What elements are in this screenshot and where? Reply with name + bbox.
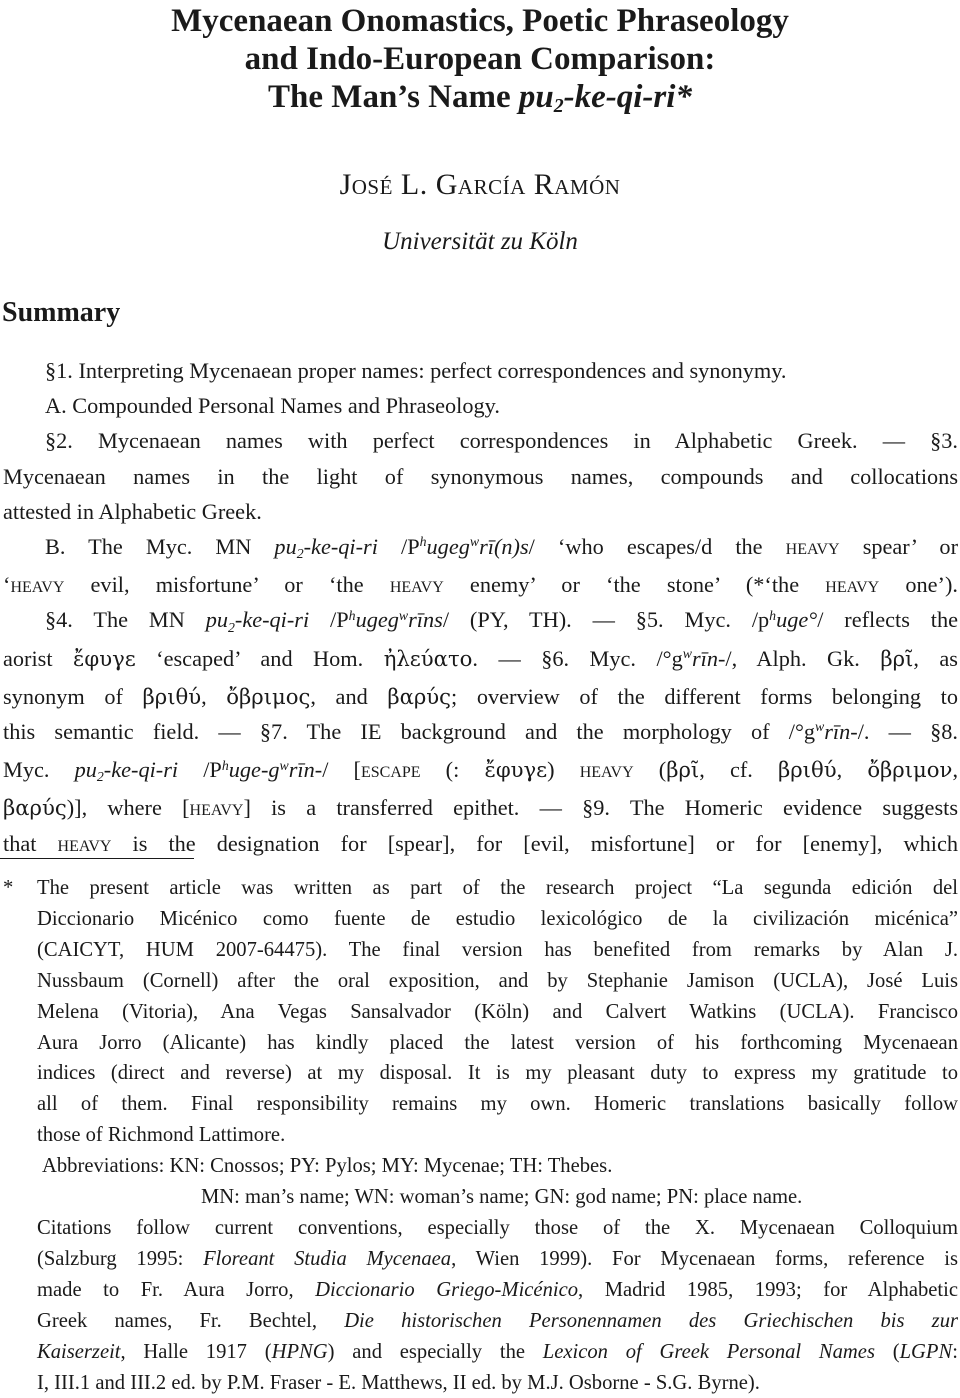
summary-line: Mycenaean names in the light of synonymous names, compounds and collocations bbox=[3, 459, 958, 494]
author-name: José L. García Ramón bbox=[0, 168, 960, 202]
footnote-divider bbox=[0, 858, 194, 859]
citations-line: Kaiserzeit, Halle 1917 (HPNG) and especially the Lexicon of Greek Personal Names (LGPN: bbox=[37, 1337, 958, 1368]
footnote-line: indices (direct and reverse) at my disposal. It is my pleasant duty to express my gratitude to bbox=[37, 1058, 958, 1089]
title-line-2: and Indo-European Comparison: bbox=[0, 40, 960, 78]
citations-line: I, III.1 and III.2 ed. by P.M. Fraser - E. Matthews, II ed. by M.J. Osborne - S.G. Byrne). bbox=[37, 1368, 958, 1398]
summary-line: A. Compounded Personal Names and Phraseology. bbox=[3, 388, 958, 423]
author-affiliation: Universität zu Köln bbox=[0, 228, 960, 256]
summary-heading: Summary bbox=[2, 297, 120, 329]
footnote-line: Melena (Vitoria), Ana Vegas Sansalvador (Köln) and Calvert Watkins (UCLA). Francisco bbox=[37, 997, 958, 1028]
abbreviations-line: Abbreviations: KN: Cnossos; PY: Pylos; MY: Mycenae; TH: Thebes. bbox=[37, 1151, 958, 1182]
summary-line: B. The Myc. MN pu2-ke-qi-ri $/P^hugeg^wrī(n)s/$ ‘who escapes/d the heavy spear’ or bbox=[3, 529, 958, 567]
summary-line: attested in Alphabetic Greek. bbox=[3, 494, 958, 529]
citations-line: Greek names, Fr. Bechtel, Die historischen Personennamen des Griechischen bis zur bbox=[37, 1306, 958, 1337]
footnote-line: Diccionario Micénico como fuente de estudio lexicológico de la civilización micénica” bbox=[37, 904, 958, 935]
citations-line: made to Fr. Aura Jorro, Diccionario Griego-Micénico, Madrid 1985, 1993; for Alphabetic bbox=[37, 1275, 958, 1306]
citations-line: Citations follow current conventions, especially those of the X. Mycenaean Colloquium bbox=[37, 1213, 958, 1244]
summary-line: Myc. pu2-ke-qi-ri $/P^huge-g^wrīn-/$ [escape (: ἔφυγε) heavy (βρῖ, cf. βριθύ, ὄβριμον, bbox=[3, 752, 958, 790]
title-line-1: Mycenaean Onomastics, Poetic Phraseology bbox=[0, 2, 960, 40]
summary-line: ‘heavy evil, misfortune’ or ‘the heavy enemy’ or ‘the stone’ (*‘the heavy one’). bbox=[3, 567, 958, 602]
summary-line: aorist ἔφυγε ‘escaped’ and Hom. ἠλεύατο. — §6. Myc. $/^\circ g^wrīn-/$, Alph. Gk. βρῖ, as bbox=[3, 641, 958, 679]
footnote-marker: * bbox=[3, 873, 13, 904]
summary-body bbox=[3, 353, 958, 861]
title-footnote-marker: * bbox=[675, 79, 692, 115]
summary-line: §1. Interpreting Mycenaean proper names: perfect correspondences and synonymy. bbox=[3, 353, 958, 388]
footnote-body bbox=[37, 873, 958, 1398]
footnote-line: those of Richmond Lattimore. bbox=[37, 1120, 958, 1151]
abbreviations-line: MN: man’s name; WN: woman’s name; GN: god name; PN: place name. bbox=[37, 1182, 958, 1213]
summary-line: §2. Mycenaean names with perfect correspondences in Alphabetic Greek. — §3. bbox=[3, 423, 958, 458]
summary-line: βαρύς)], where [heavy] is a transferred epithet. — §9. The Homeric evidence suggests bbox=[3, 790, 958, 825]
summary-line: that heavy is the designation for [spear], for [evil, misfortune] or for [enemy], which bbox=[3, 826, 958, 861]
footnote-line: Aura Jorro (Alicante) has kindly placed the latest version of his forthcoming Mycenaean bbox=[37, 1028, 958, 1059]
footnote-line: all of them. Final responsibility remains my own. Homeric translations basically follow bbox=[37, 1089, 958, 1120]
citations-line: (Salzburg 1995: Floreant Studia Mycenaea, Wien 1999). For Mycenaean forms, reference is bbox=[37, 1244, 958, 1275]
article-title bbox=[0, 2, 960, 120]
footnote-line: (CAICYT, HUM 2007-64475). The final version has benefited from remarks by Alan J. bbox=[37, 935, 958, 966]
summary-line: §4. The MN pu2-ke-qi-ri $/P^hugeg^wrīns/$ (PY, TH). — §5. Myc. $/p^huge^\circ/$ reflects the bbox=[3, 602, 958, 640]
title-line-3: The Man’s Name pu2-ke-qi-ri* bbox=[0, 78, 960, 120]
footnote bbox=[0, 873, 958, 1398]
footnote-line: Nussbaum (Cornell) after the oral exposition, and by Stephanie Jamison (UCLA), José Luis bbox=[37, 966, 958, 997]
summary-line: this semantic field. — §7. The IE background and the morphology of $/^\circ g^wrīn-/$. — §8. bbox=[3, 714, 958, 752]
footnote-line: The present article was written as part of the research project “La segunda edición del bbox=[37, 873, 958, 904]
summary-line: synonym of βριθύ, ὄβριμος, and βαρύς; overview of the different forms belonging to bbox=[3, 679, 958, 714]
